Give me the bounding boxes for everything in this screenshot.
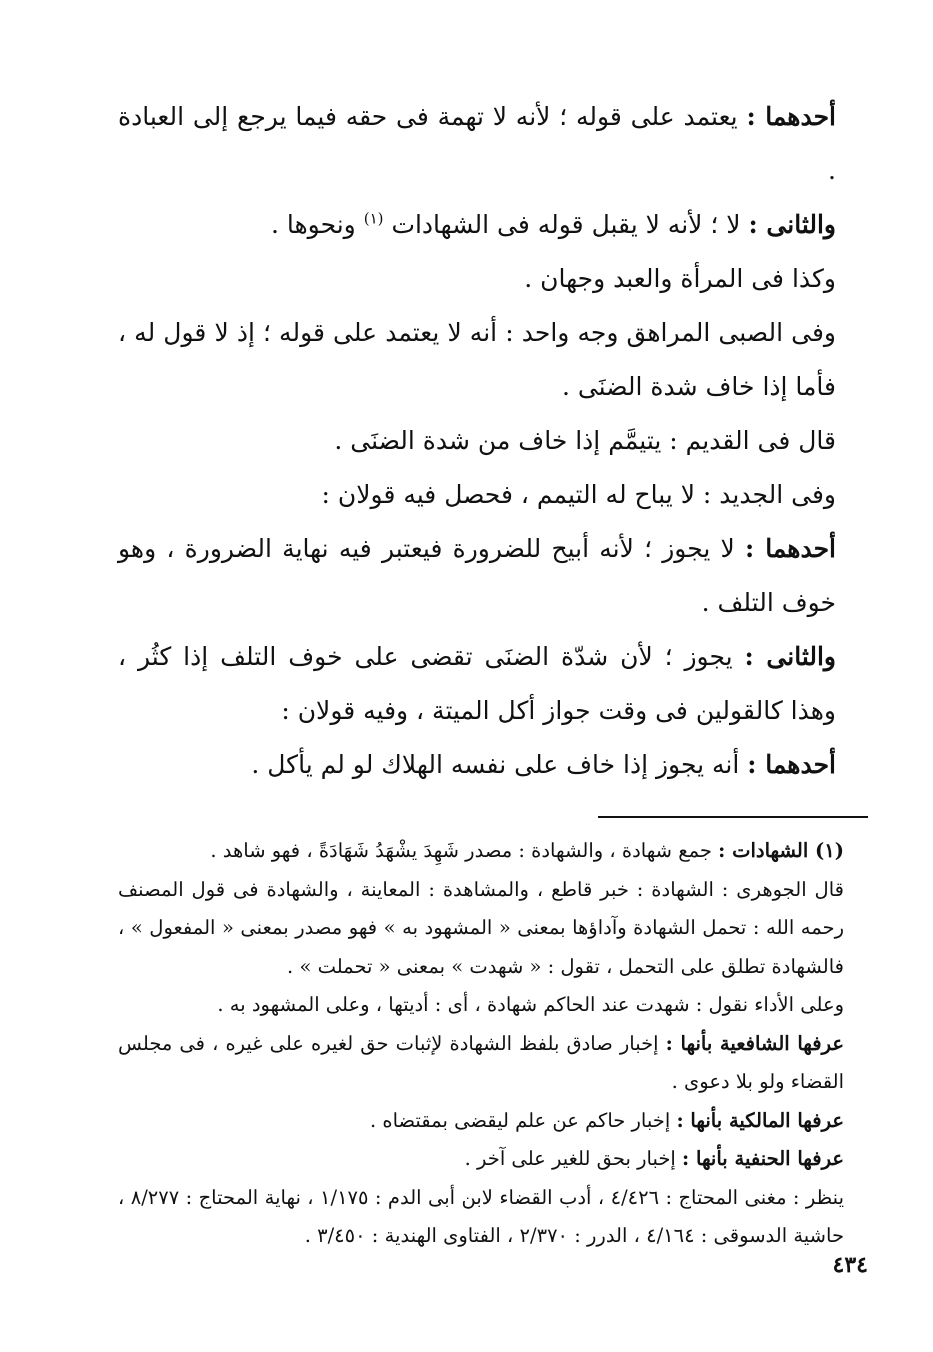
paragraph: [118, 738, 868, 792]
footnote-paragraph: [118, 832, 868, 871]
paragraph-text: أنه يجوز إذا خاف على نفسه الهلاك لو لم يأكل .: [251, 750, 748, 779]
paragraph-lead: أحدهما :: [747, 750, 836, 779]
paragraph: [118, 522, 868, 630]
paragraph-lead: والثانى :: [748, 210, 836, 239]
paragraph-text: يجوز ؛ لأن شدّة الضنَى تقضى على خوف التلف إذا كثُر ، وهذا كالقولين فى وقت جواز أكل الميتة ، وفيه قولان :: [118, 642, 836, 725]
paragraph: [118, 414, 868, 468]
paragraph-lead: أحدهما :: [745, 534, 836, 563]
paragraph-text: يعتمد على قوله ؛ لأنه لا تهمة فى حقه فيما يرجع إلى العبادة .: [118, 102, 836, 185]
page-body: [118, 90, 868, 1256]
footnote-lead: عرفها الحنفية بأنها :: [682, 1147, 844, 1170]
footnote-lead: عرفها المالكية بأنها :: [676, 1108, 844, 1132]
paragraph: [118, 198, 868, 252]
footnote-text: وعلى الأداء نقول : شهدت عند الحاكم شهادة ، أى : أديتها ، وعلى المشهود به .: [217, 993, 844, 1016]
paragraph: [118, 252, 868, 306]
footnote-text: ينظر : مغنى المحتاج : ٤/٤٢٦ ، أدب القضاء لابن أبى الدم : ١/١٧٥ ، نهاية المحتاج : ٨/٢٧٧ ، حاشية الدسوقى : ٤/١٦٤ ، الدرر : ٢/٣٧٠ ، الفتاوى الهندية : ٣/٤٥٠ .: [118, 1185, 844, 1247]
footnote-text: إخبار حاكم عن علم ليقضى بمقتضاه .: [369, 1108, 677, 1132]
paragraph-text: ونحوها .: [270, 210, 364, 239]
paragraph: [118, 90, 868, 198]
paragraph-text: وكذا فى المرأة والعبد وجهان .: [524, 264, 836, 293]
footnote-lead: عرفها الشافعية بأنها :: [665, 1031, 844, 1055]
footnote-lead: (١) الشهادات :: [718, 839, 844, 862]
footnotes: [118, 832, 868, 1256]
paragraph-text: وفى الصبى المراهق وجه واحد : أنه لا يعتمد على قوله ؛ إذ لا قول له ، فأما إذا خاف شدة الضنَى .: [118, 318, 836, 401]
footnote-paragraph: [118, 986, 868, 1025]
paragraph-lead: والثانى :: [744, 642, 836, 671]
footnote-paragraph: [118, 1102, 868, 1141]
paragraph-text: قال فى القديم : يتيمَّم إذا خاف من شدة الضنَى .: [334, 426, 836, 455]
paragraph: [118, 306, 868, 414]
paragraph-text: لا ؛ لأنه لا يقبل قوله فى الشهادات: [391, 210, 749, 239]
paragraph-text: وفى الجديد : لا يباح له التيمم ، فحصل فيه قولان :: [321, 480, 836, 509]
page-number: ٤٣٤: [832, 1252, 868, 1278]
paragraph: [118, 630, 868, 738]
paragraph: [118, 468, 868, 522]
paragraph-lead: أحدهما :: [746, 102, 837, 131]
footnote-text: قال الجوهرى : الشهادة : خبر قاطع ، والمشاهدة : المعاينة ، والشهادة فى قول المصنف رحمه الله : تحمل الشهادة وآداؤها بمعنى « المشهود به » فهو مصدر بمعنى « المفعول » ، فالشهادة تطلق على التحمل ، تقول : « شهدت » بمعنى « تحملت » .: [118, 877, 844, 978]
paragraph-text: لا يجوز ؛ لأنه أبيح للضرورة فيعتبر فيه نهاية الضرورة ، وهو خوف التلف .: [118, 534, 836, 617]
footnote-text: إخبار صادق بلفظ الشهادة لإثبات حق لغيره على غيره ، فى مجلس القضاء ولو بلا دعوى .: [118, 1031, 844, 1093]
footnote-paragraph: [118, 1140, 868, 1179]
footnote-text: إخبار بحق للغير على آخر .: [464, 1147, 683, 1170]
footnote-paragraph: [118, 871, 868, 987]
footnote-separator: [598, 816, 868, 818]
footnote-text: جمع شهادة ، والشهادة : مصدر شَهِدَ يشْهَدُ شَهَادَةً ، فهو شاهد .: [210, 839, 719, 862]
footnote-paragraph: [118, 1179, 868, 1256]
main-text: [118, 90, 868, 792]
footnote-marker[interactable]: (١): [363, 209, 384, 228]
footnote-paragraph: [118, 1025, 868, 1102]
